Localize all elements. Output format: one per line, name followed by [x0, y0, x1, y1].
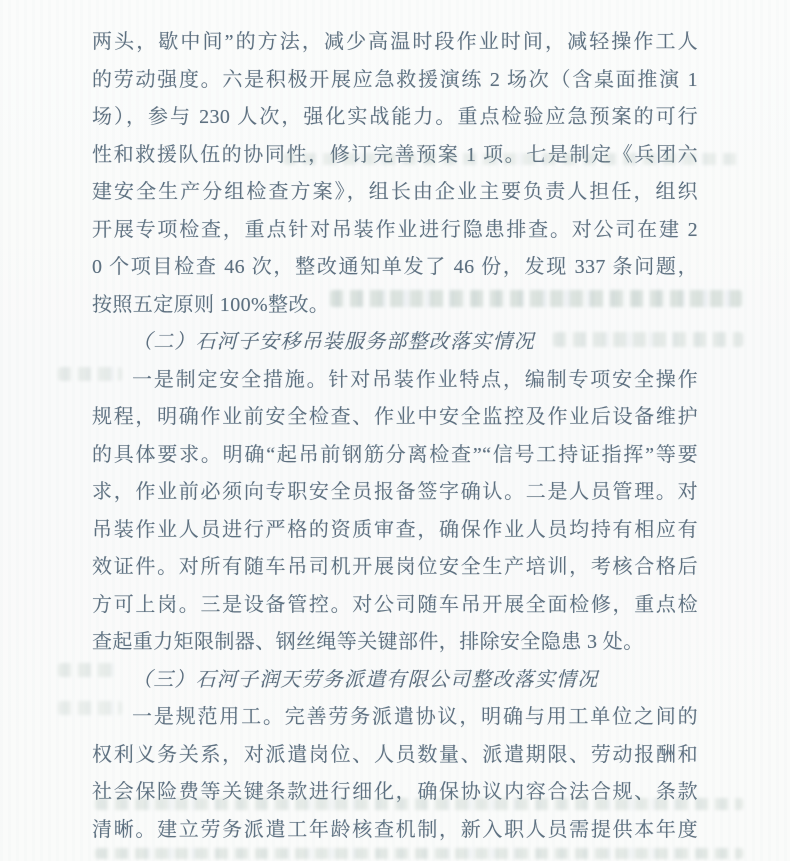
text-line: 方可上岗。三是设备管控。对公司随车吊开展全面检修，重点检	[92, 593, 698, 616]
text-line: 清晰。建立劳务派遣工年龄核查机制，新入职人员需提供本年度	[92, 818, 698, 841]
text-line: 一是规范用工。完善劳务派遣协议，明确与用工单位之间的	[132, 706, 698, 728]
subsection-heading: （三）石河子润天劳务派遣有限公司整改落实情况	[132, 668, 599, 691]
text-line: 的具体要求。明确“起吊前钢筋分离检查”“信号工持证指挥”等要	[92, 443, 698, 466]
subsection-heading: （二）石河子安移吊装服务部整改落实情况	[132, 331, 535, 353]
text-line: 按照五定原则 100%整改。	[92, 293, 330, 316]
text-line: 开展专项检查，重点针对吊装作业进行隐患排查。对公司在建 2	[92, 218, 698, 241]
document-text-block	[92, 24, 698, 849]
text-line: 吊装作业人员进行严格的资质审查，确保作业人员均持有相应有	[92, 518, 698, 541]
text-line: 0 个项目检查 46 次，整改通知单发了 46 份，发现 337 条问题，	[92, 256, 698, 278]
text-line: 效证件。对所有随车吊司机开展岗位安全生产培训，考核合格后	[92, 556, 698, 578]
text-line: 权利义务关系，对派遣岗位、人员数量、派遣期限、劳动报酬和	[92, 743, 698, 766]
text-line: 查起重力矩限制器、钢丝绳等关键部件，排除安全隐患 3 处。	[92, 631, 644, 653]
text-line: 一是制定安全措施。针对吊装作业特点，编制专项安全操作	[132, 368, 698, 391]
text-line: 建安全生产分组检查方案》，组长由企业主要负责人担任，组织	[92, 181, 698, 203]
text-line: 规程，明确作业前安全检查、作业中安全监控及作业后设备维护	[92, 406, 698, 428]
ink-bleedthrough-artifact	[95, 848, 743, 859]
text-line: 场），参与 230 人次，强化实战能力。重点检验应急预案的可行	[92, 106, 698, 128]
text-line: 社会保险费等关键条款进行细化，确保协议内容合法合规、条款	[92, 781, 698, 803]
text-line: 求，作业前必须向专职安全员报备签字确认。二是人员管理。对	[92, 481, 698, 503]
text-line: 性和救援队伍的协同性，修订完善预案 1 项。七是制定《兵团六	[92, 143, 698, 166]
text-line: 两头，歇中间”的方法，减少高温时段作业时间，减轻操作工人	[92, 31, 698, 53]
text-line: 的劳动强度。六是积极开展应急救援演练 2 场次（含桌面推演 1	[92, 68, 698, 91]
